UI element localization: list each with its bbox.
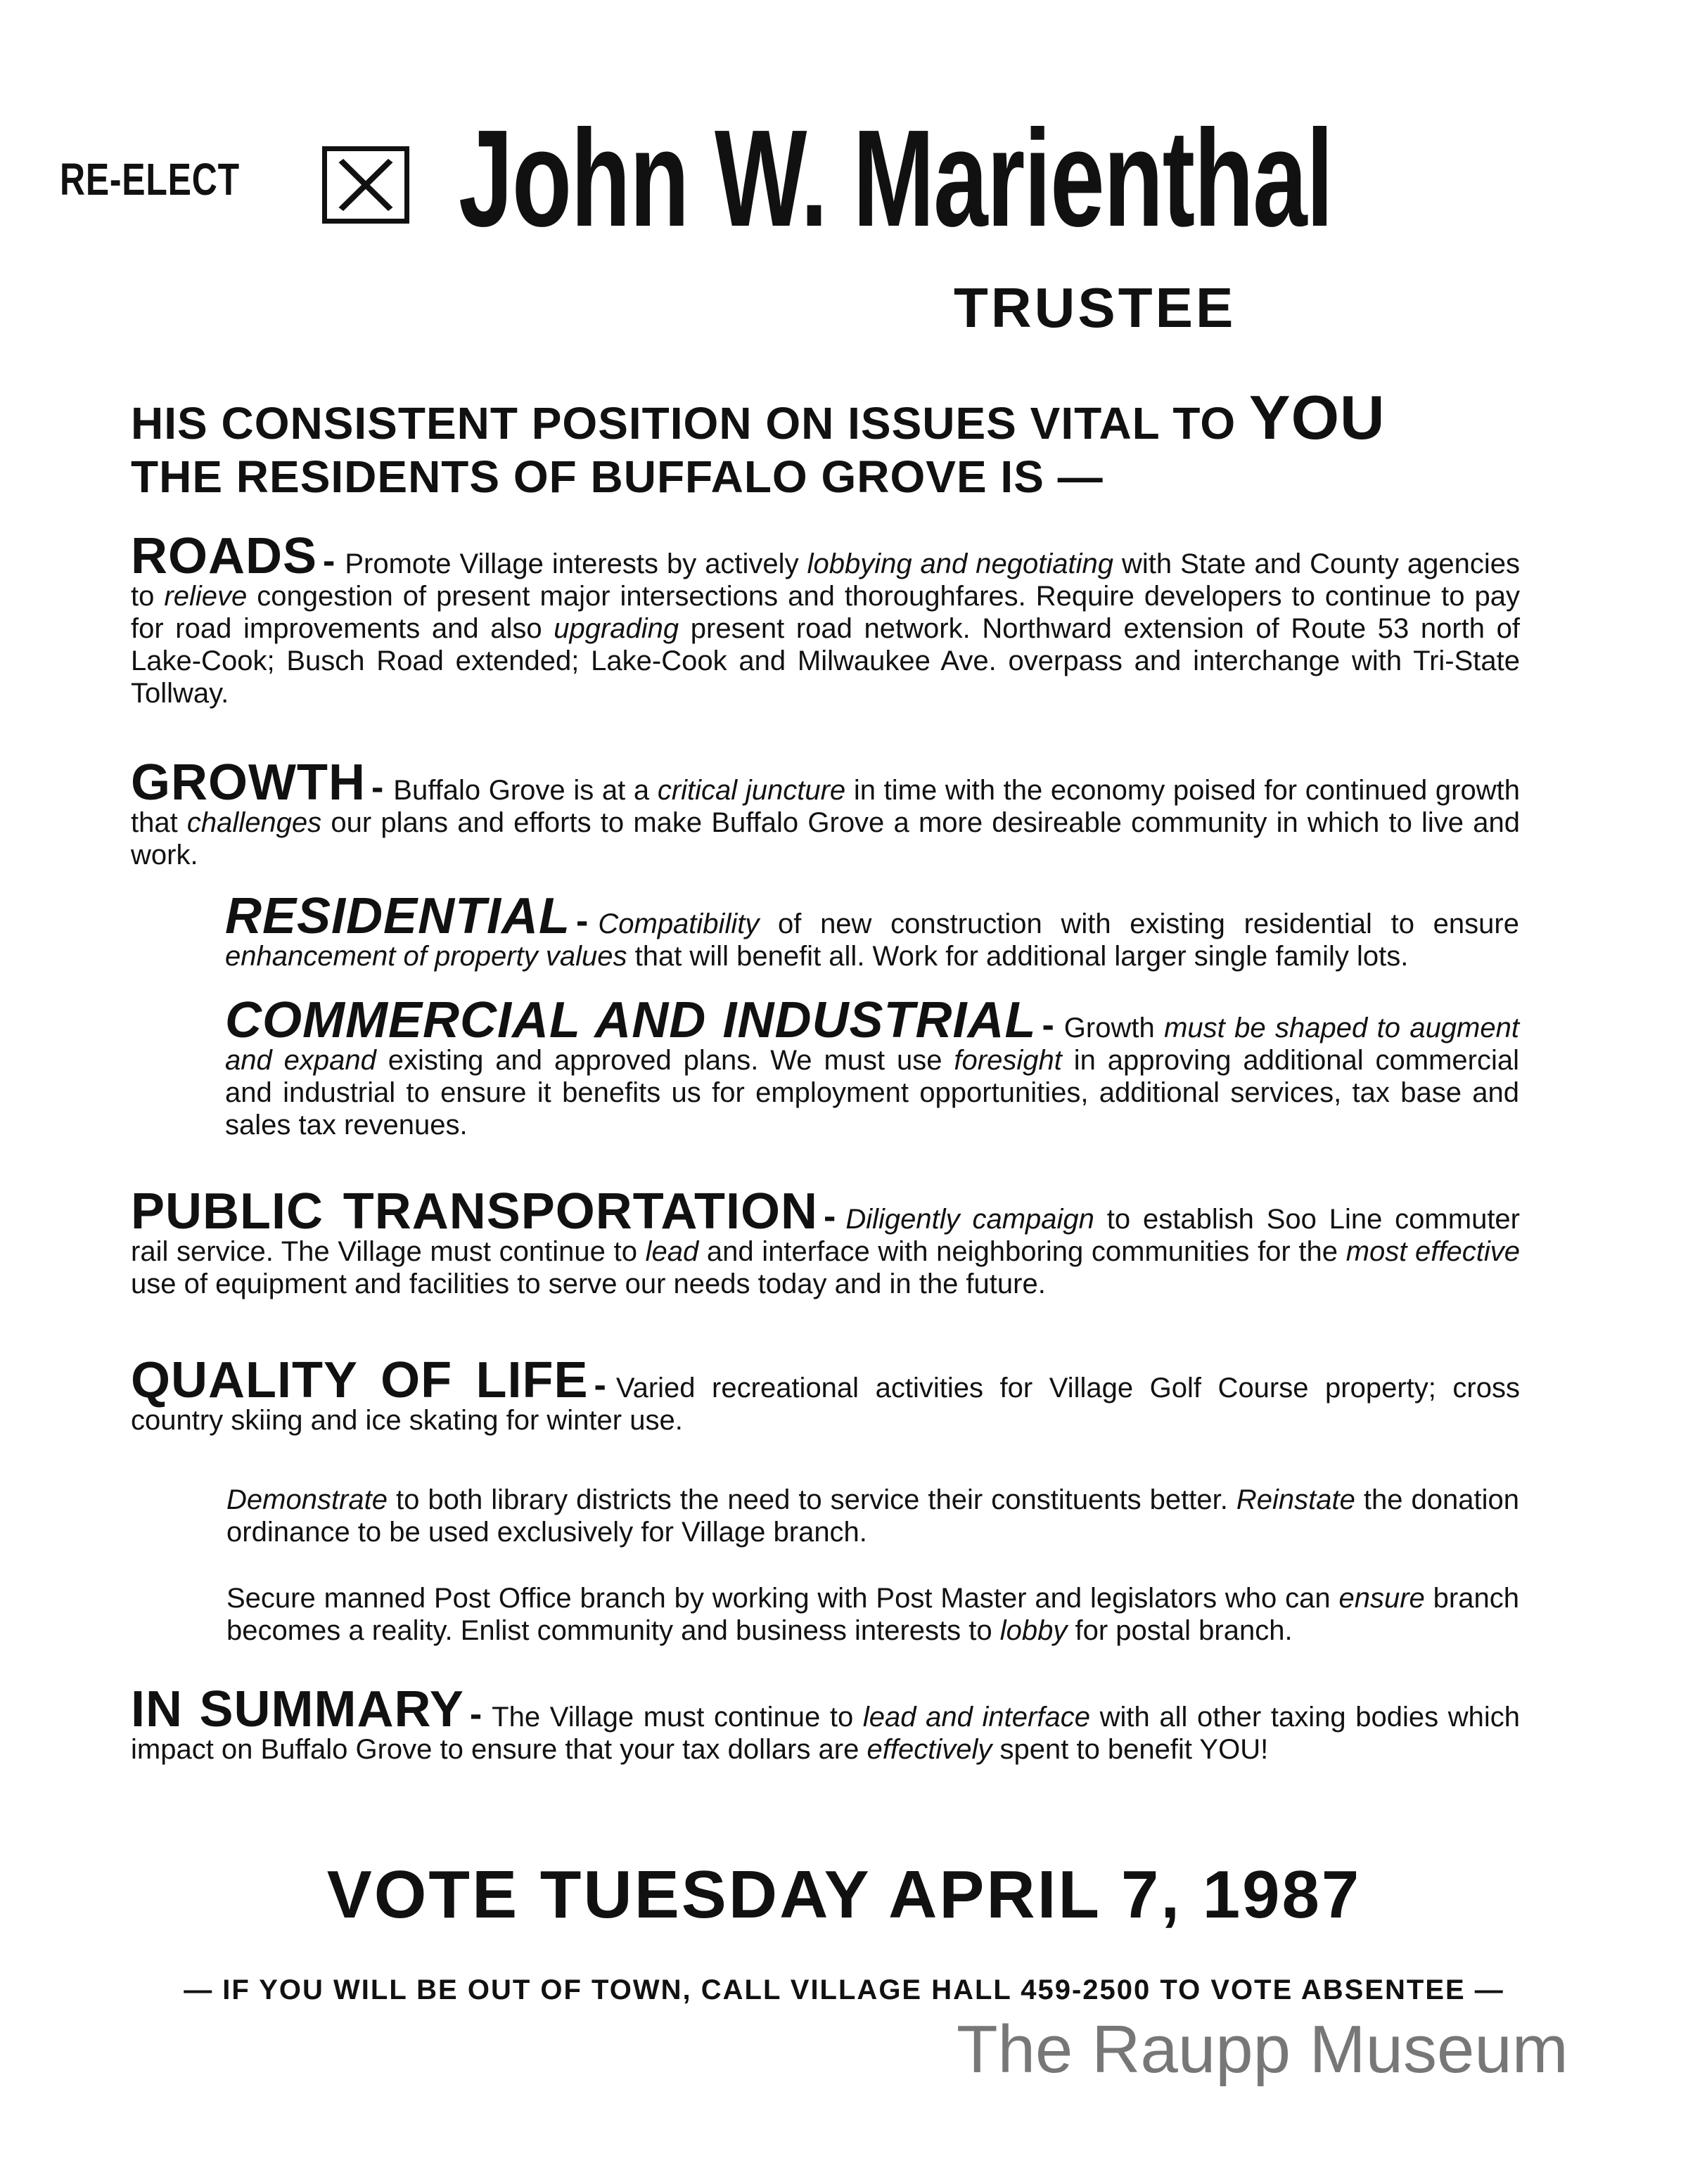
- section-emphasis: Compatibility: [598, 908, 760, 939]
- intro-you: YOU: [1248, 383, 1386, 452]
- section-emphasis: most effective: [1345, 1236, 1520, 1267]
- quality-library-paragraph: [226, 1484, 1519, 1548]
- section-text: in time with the economy poised for continued growth that: [131, 775, 1520, 838]
- section-emphasis: must be shaped to augment and expand: [225, 1013, 1519, 1076]
- section-text: Secure manned Post Office branch by working with Post Master and legislators who can: [226, 1583, 1331, 1614]
- section-commercial-industrial: COMMERCIAL AND INDUSTRIAL - Growth must be shaped to augment and expand existing and approved plans. We must use foresight in approving additional commercial and industrial to ensure it benefits us for employment opportunities, additional services, tax base and sales tax revenues.: [225, 992, 1519, 1141]
- section-emphasis: critical juncture: [657, 775, 846, 806]
- section-text: Varied recreational activities for Village Golf Course property; cross country skiing and ice skating for winter use.: [131, 1373, 1520, 1436]
- section-text: and interface with neighboring communities for the: [706, 1236, 1338, 1267]
- section-text: branch becomes a reality. Enlist community and business interests to: [226, 1583, 1519, 1646]
- section-growth: GROWTH - Buffalo Grove is at a critical juncture in time with the economy poised for continued growth that challenges our plans and efforts to make Buffalo Grove a more desireable community in which to live and work.: [131, 754, 1520, 871]
- section-text: Growth: [1063, 1013, 1155, 1043]
- section-text: that will benefit all. Work for additional larger single family lots.: [634, 941, 1409, 972]
- section-emphasis: foresight: [954, 1045, 1062, 1076]
- section-emphasis: lobby: [999, 1615, 1068, 1646]
- quality-post-office-paragraph: [226, 1582, 1519, 1647]
- section-text: The Village must continue to: [492, 1702, 854, 1733]
- section-quality-of-life: QUALITY OF LIFE - Varied recreational activities for Village Golf Course property; cross country skiing and ice skating for winter use.: [131, 1352, 1520, 1436]
- section-emphasis: ensure: [1338, 1583, 1425, 1614]
- section-title: RESIDENTIAL: [225, 888, 571, 944]
- section-emphasis: lobbying and negotiating: [807, 548, 1113, 579]
- section-emphasis: enhancement of property values: [225, 941, 627, 972]
- intro-heading: [131, 383, 1386, 503]
- section-emphasis: challenges: [186, 807, 322, 838]
- candidate-name: John W. Marienthal: [459, 101, 1333, 255]
- section-text: with all other taxing bodies which impact on Buffalo Grove to ensure that your tax dollars are: [131, 1702, 1520, 1765]
- section-emphasis: Diligently campaign: [845, 1204, 1094, 1235]
- ballot-checkbox-icon: [322, 146, 409, 224]
- section-title: IN SUMMARY: [131, 1681, 464, 1737]
- section-emphasis: lead: [645, 1236, 699, 1267]
- section-public-transportation: PUBLIC TRANSPORTATION - Diligently campaign to establish Soo Line commuter rail service. The Village must continue to lead and interface with neighboring communities for the most effective use of equipment and facilities to serve our needs today and in the future.: [131, 1183, 1520, 1299]
- section-text: to both library districts the need to service their constituents better.: [396, 1484, 1228, 1515]
- section-text: existing and approved plans. We must use: [388, 1045, 942, 1076]
- section-text: with State and County agencies to: [131, 548, 1520, 612]
- section-text: the donation ordinance to be used exclusively for Village branch.: [226, 1484, 1519, 1548]
- section-text: our plans and efforts to make Buffalo Grove a more desireable community in which to live and work.: [131, 807, 1520, 871]
- section-emphasis: relieve: [164, 581, 248, 612]
- reelect-label: RE-ELECT: [60, 154, 240, 205]
- section-text: present road network. Northward extension of Route 53 north of Lake-Cook; Busch Road extended; Lake-Cook and Milwaukee Ave. overpass and interchange with Tri-State Tollway.: [131, 613, 1520, 709]
- section-emphasis: lead and interface: [862, 1702, 1090, 1733]
- section-text: spent to benefit YOU!: [999, 1734, 1269, 1765]
- section-title: QUALITY OF LIFE: [131, 1352, 589, 1408]
- section-emphasis: upgrading: [554, 613, 679, 644]
- office-title: TRUSTEE: [954, 276, 1236, 339]
- section-emphasis: effectively: [867, 1734, 992, 1765]
- intro-line-2: THE RESIDENTS OF BUFFALO GROVE IS —: [131, 451, 1104, 502]
- section-summary: IN SUMMARY - The Village must continue to lead and interface with all other taxing bodies which impact on Buffalo Grove to ensure that your tax dollars are effectively spent to benefit YOU!: [131, 1681, 1520, 1765]
- section-emphasis: Reinstate: [1236, 1484, 1355, 1515]
- section-title: ROADS: [131, 528, 318, 584]
- section-text: for postal branch.: [1075, 1615, 1293, 1646]
- section-roads: ROADS - Promote Village interests by actively lobbying and negotiating with State and County agencies to relieve congestion of present major intersections and thoroughfares. Require developers to continue to pay for road improvements and also upgrading present road network. Northward extension of Route 53 north of Lake-Cook; Busch Road extended; Lake-Cook and Milwaukee Ave. overpass and interchange with Tri-State Tollway.: [131, 528, 1520, 709]
- section-residential: RESIDENTIAL - Compatibility of new construction with existing residential to ensure enhancement of property values that will benefit all. Work for additional larger single family lots.: [225, 888, 1519, 972]
- section-text: Buffalo Grove is at a: [393, 775, 650, 806]
- section-text: of new construction with existing residential to ensure: [778, 908, 1519, 939]
- section-text: congestion of present major intersections and thoroughfares. Require developers to continue to pay for road improvements and also: [131, 581, 1520, 644]
- absentee-note: — IF YOU WILL BE OUT OF TOWN, CALL VILLAGE HALL 459-2500 TO VOTE ABSENTEE —: [184, 1974, 1504, 2005]
- section-emphasis: Demonstrate: [226, 1484, 388, 1515]
- section-title: PUBLIC TRANSPORTATION: [131, 1183, 819, 1240]
- section-text: Promote Village interests by actively: [345, 548, 799, 579]
- section-title: GROWTH: [131, 754, 366, 811]
- vote-date-heading: VOTE TUESDAY APRIL 7, 1987: [326, 1857, 1362, 1932]
- museum-watermark: The Raupp Museum: [957, 2012, 1568, 2087]
- section-text: use of equipment and facilities to serve our needs today and in the future.: [131, 1268, 1046, 1299]
- section-title: COMMERCIAL AND INDUSTRIAL: [225, 992, 1037, 1048]
- section-text: in approving additional commercial and industrial to ensure it benefits us for employment opportunities, additional services, tax base and sales tax revenues.: [225, 1045, 1519, 1141]
- section-text: to establish Soo Line commuter rail service. The Village must continue to: [131, 1204, 1520, 1267]
- intro-line-1: HIS CONSISTENT POSITION ON ISSUES VITAL TO: [131, 398, 1236, 449]
